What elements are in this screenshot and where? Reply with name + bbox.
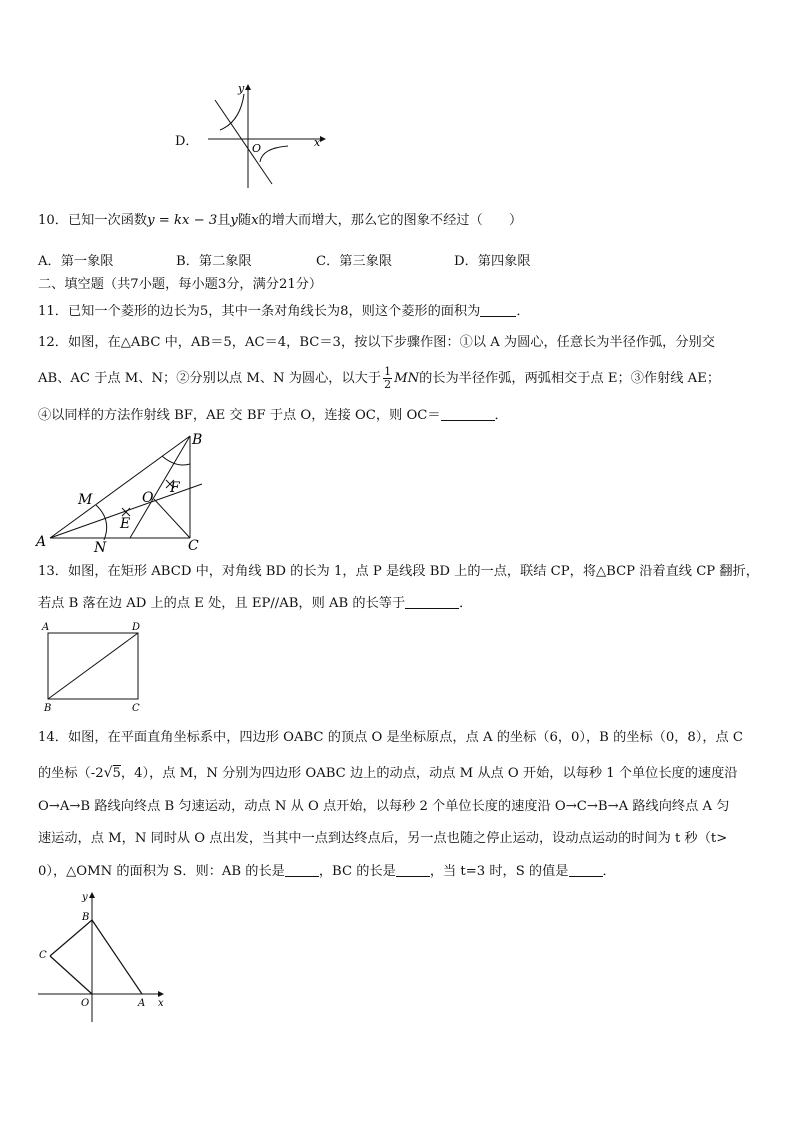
label-b: B bbox=[82, 912, 90, 923]
q14-line2 bbox=[38, 764, 738, 783]
q12-tail: ． bbox=[494, 408, 508, 423]
diagonal-bd bbox=[48, 633, 138, 699]
q14-sqrt-val: 5 bbox=[112, 766, 121, 781]
hyperbola-lower-right bbox=[260, 146, 288, 162]
q10-mid1: 且 bbox=[217, 213, 231, 228]
origin-label: O bbox=[252, 142, 262, 155]
label-o: O bbox=[81, 998, 90, 1009]
x-axis-arrow bbox=[320, 136, 326, 142]
q14-answer-bc[interactable] bbox=[396, 862, 430, 877]
y-axis-label: y bbox=[238, 82, 245, 95]
q12-line2a: AB、AC 于点 M、N；②分别以点 M、N 为圆心，以大于 bbox=[38, 371, 382, 386]
label-d: D bbox=[132, 622, 141, 633]
label-m: M bbox=[78, 492, 93, 508]
frac-denominator: 2 bbox=[384, 378, 392, 391]
segment-co bbox=[50, 956, 92, 994]
q14-coordinate-figure bbox=[34, 888, 174, 1024]
label-x: x bbox=[158, 998, 164, 1009]
q12-fraction bbox=[383, 366, 392, 391]
q10-option-b[interactable]: B．第二象限 bbox=[176, 254, 252, 269]
q14-line5c: ，当 t=3 时，S 的值是 bbox=[429, 864, 569, 879]
q10-option-d[interactable]: D．第四象限 bbox=[454, 254, 531, 269]
q14-line2b: ，4），点 M，N 分别为四边形 OABC 边上的动点，动点 M 从点 O 开始，以每秒 1 个单位长度的速度沿 bbox=[120, 766, 738, 781]
x-axis-label: x bbox=[314, 136, 321, 149]
label-o: O bbox=[142, 490, 154, 506]
frac-numerator: 1 bbox=[384, 365, 392, 378]
q9-hyperbola-graph bbox=[200, 80, 330, 190]
q10-stem bbox=[38, 212, 522, 230]
q14-tail: ． bbox=[602, 864, 616, 879]
arc-a bbox=[96, 505, 107, 540]
label-c: C bbox=[188, 538, 199, 554]
q13-line2 bbox=[38, 594, 472, 613]
ray-bf bbox=[130, 436, 190, 538]
q10-option-a[interactable]: A．第一象限 bbox=[38, 254, 114, 269]
q12-line1: 12．如图，在△ABC 中，AB＝5，AC＝4，BC＝3，按以下步骤作图：①以 A 为圆心，任意长为半径作弧，分别交 bbox=[38, 335, 715, 350]
q10-x: x bbox=[251, 213, 259, 228]
q14-line2a: 的坐标（-2 bbox=[38, 766, 104, 781]
label-a: A bbox=[36, 534, 47, 550]
q10-y: y bbox=[230, 213, 238, 228]
q13-line1: 13．如图，在矩形 ABCD 中，对角线 BD 的长为 1，点 P 是线段 BD 上的一点，联结 CP，将△BCP 沿着直线 CP 翻折， bbox=[38, 564, 759, 579]
segment-oc bbox=[154, 499, 190, 538]
q11-stem bbox=[38, 302, 530, 321]
q12-mn: MN bbox=[394, 371, 420, 386]
q11-answer-blank[interactable] bbox=[480, 302, 516, 317]
q13-answer-blank[interactable] bbox=[405, 594, 459, 609]
label-b: B bbox=[192, 432, 203, 448]
q13-tail: ． bbox=[459, 596, 473, 611]
q13-rectangle-figure bbox=[40, 620, 150, 714]
q10-function: y = kx − 3 bbox=[147, 213, 218, 228]
q12-line3 bbox=[38, 406, 508, 425]
label-n: N bbox=[94, 540, 107, 554]
q14-answer-ab[interactable] bbox=[285, 862, 319, 877]
linear-graph bbox=[215, 100, 272, 184]
q14-line3: O→A→B 路线向终点 B 匀速运动，动点 N 从 O 点开始，以每秒 2 个单位长度的速度沿 O→C→B→A 路线向终点 A 匀 bbox=[38, 799, 730, 814]
label-a: A bbox=[42, 622, 50, 633]
q10-mid2: 随 bbox=[237, 213, 252, 228]
q13-line2-text: 若点 B 落在边 AD 上的点 E 处，且 EP//AB，则 AB 的长等于 bbox=[38, 596, 406, 611]
q14-line4: 速运动，点 M，N 同时从 O 点出发，当其中一点到达终点后，另一点也随之停止运动，设动点运动的时间为 t 秒（t> bbox=[38, 831, 728, 846]
q14-line5 bbox=[38, 862, 616, 881]
segment-bc bbox=[50, 920, 92, 956]
q9-option-d bbox=[170, 80, 340, 195]
q14-answer-s[interactable] bbox=[569, 862, 603, 877]
label-c: C bbox=[39, 950, 47, 961]
q9-option-d-label: D． bbox=[175, 134, 199, 149]
q10-suffix: 的增大而增大，那么它的图象不经过（ ） bbox=[258, 213, 523, 228]
y-axis-arrow bbox=[89, 892, 95, 898]
q14-line5b: ，BC 的长是 bbox=[318, 864, 396, 879]
q11-text: 11．已知一个菱形的边长为5，其中一条对角线长为8，则这个菱形的面积为 bbox=[38, 304, 481, 319]
q12-line3-text: ④以同样的方法作射线 BF，AE 交 BF 于点 O，连接 OC，则 OC＝ bbox=[38, 408, 441, 423]
label-e: E bbox=[120, 516, 131, 532]
sqrt-symbol: √ bbox=[103, 765, 113, 781]
q12-answer-blank[interactable] bbox=[441, 406, 495, 421]
label-b: B bbox=[44, 703, 52, 714]
segment-ab bbox=[92, 920, 142, 994]
q10-prefix: 10．已知一次函数 bbox=[38, 213, 148, 228]
q14-line1: 14．如图，在平面直角坐标系中，四边形 OABC 的顶点 O 是坐标原点，点 A 的坐标（6，0），B 的坐标（0，8），点 C bbox=[38, 730, 744, 745]
x-axis-arrow bbox=[158, 991, 164, 997]
label-c: C bbox=[132, 703, 140, 714]
q12-line2 bbox=[38, 366, 720, 391]
q12-triangle-figure bbox=[34, 428, 214, 554]
q12-line2b: 的长为半径作弧，两弧相交于点 E；③作射线 AE； bbox=[419, 371, 721, 386]
q14-line5a: 0），△OMN 的面积为 S．则：AB 的长是 bbox=[38, 864, 285, 879]
q10-option-c[interactable]: C．第三象限 bbox=[316, 254, 393, 269]
label-y: y bbox=[82, 892, 88, 903]
label-a: A bbox=[138, 998, 146, 1009]
y-axis-arrow bbox=[245, 84, 251, 90]
label-f: F bbox=[170, 480, 180, 496]
q11-tail: ． bbox=[516, 304, 530, 319]
section-heading: 二、填空题（共7小题，每小题3分，满分21分） bbox=[38, 277, 323, 292]
